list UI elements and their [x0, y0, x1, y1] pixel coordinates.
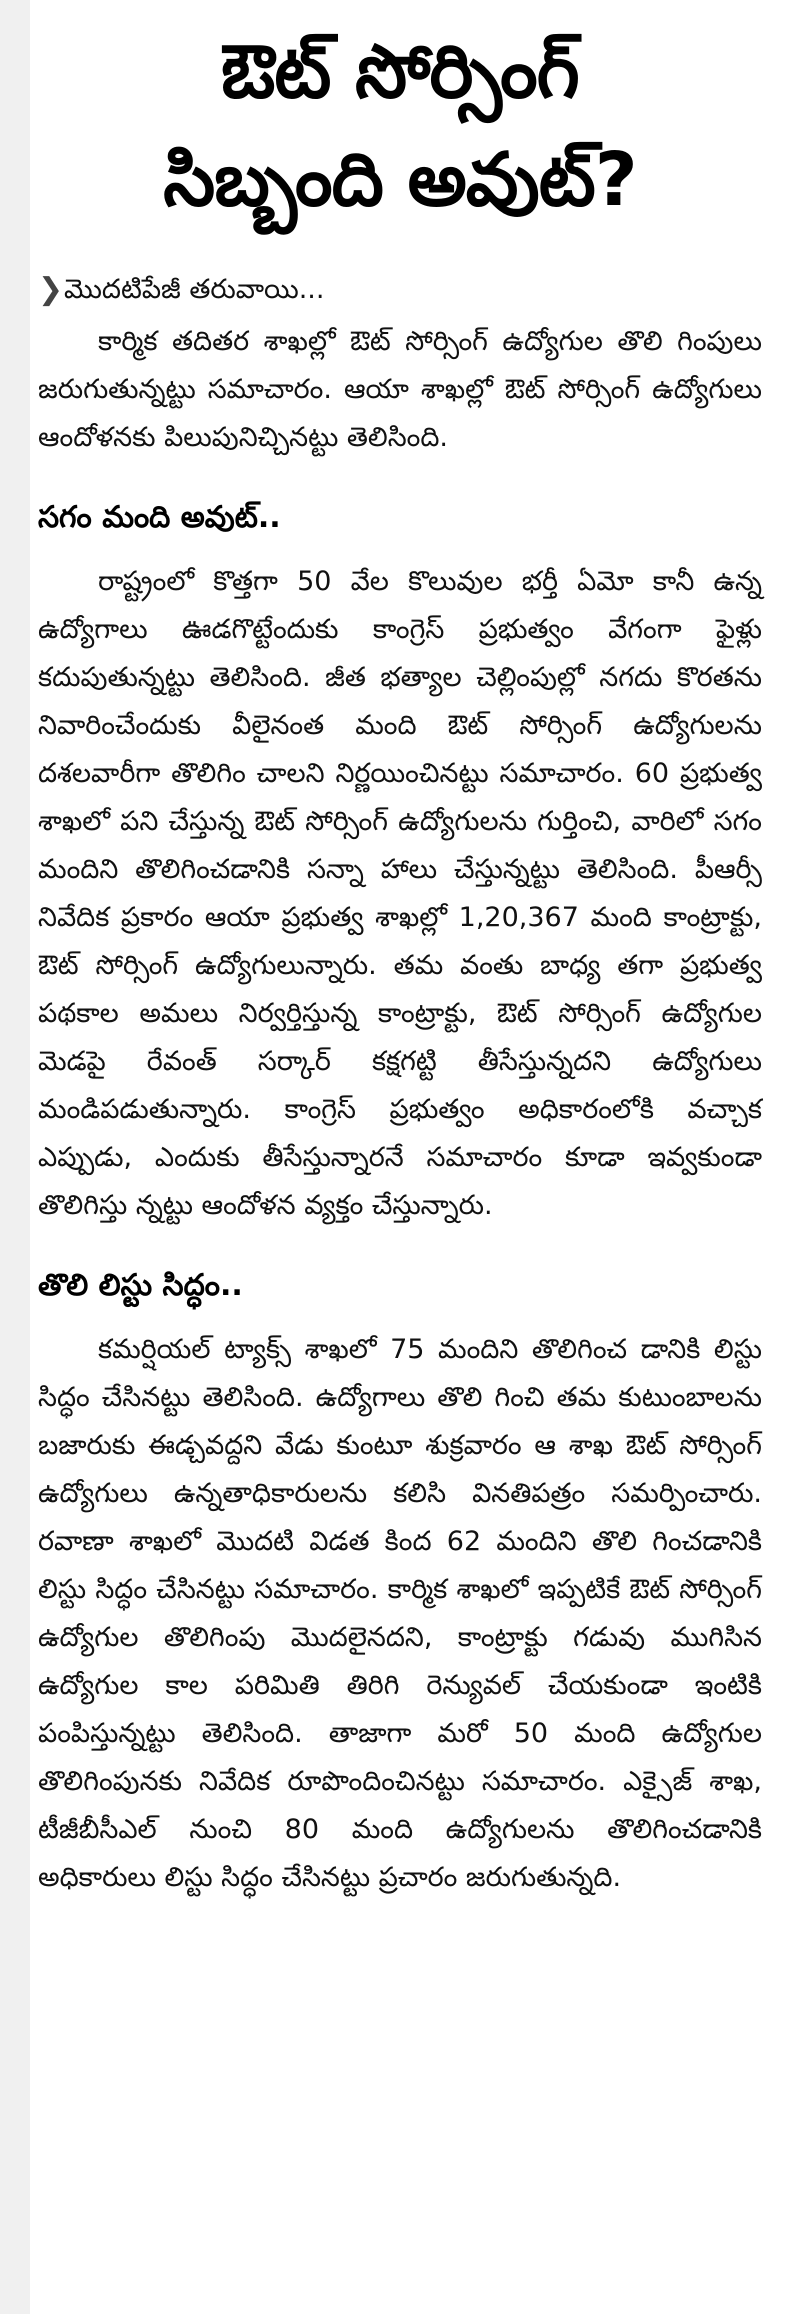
intro-paragraph: కార్మిక తదితర శాఖల్లో ఔట్ సోర్సింగ్ ఉద్యోగుల తొలి గింపులు జరుగుతున్నట్టు సమాచారం. ఆయా శాఖల్లో ఔట్ సోర్సింగ్ ఉద్యోగులు ఆందోళనకు పిలుపునిచ్చినట్టు తెలిసింది.: [38, 326, 762, 453]
left-margin-band: [0, 0, 30, 2314]
headline-line-1: ఔట్ సోర్సింగ్: [221, 29, 579, 115]
continuation-label: మొదటిపేజీ తరువాయి...: [64, 274, 325, 305]
chevron-right-icon: ❯: [38, 272, 64, 307]
section-paragraph-half-out: రాష్ట్రంలో కొత్తగా 50 వేల కొలువుల భర్తీ ఏమో కానీ ఉన్న ఉద్యోగాలు ఊడగొట్టేందుకు కాంగ్రెస్ ప్రభుత్వం వేగంగా ఫైళ్లు కదుపుతున్నట్టు తెలిసింది. జీత భత్యాల చెల్లింపుల్లో నగదు కొరతను నివారించేందుకు వీలైనంత మంది ఔట్ సోర్సింగ్ ఉద్యోగులను దశలవారీగా తొలిగిం చాలని నిర్ణయించినట్టు సమాచారం. 60 ప్రభుత్వ శాఖలో పని చేస్తున్న ఔట్ సోర్సింగ్ ఉద్యోగులను గుర్తించి, వారిలో సగం మందిని తొలిగించడానికి సన్నా హాలు చేస్తున్నట్టు తెలిసింది. పీఆర్సీ నివేదిక ప్రకారం ఆయా ప్రభుత్వ శాఖల్లో 1,20,367 మంది కాంట్రాక్టు, ఔట్ సోర్సింగ్ ఉద్యోగులున్నారు. తమ వంతు బాధ్య తగా ప్రభుత్వ పథకాల అమలు నిర్వర్తిస్తున్న కాంట్రాక్టు, ఔట్ సోర్సింగ్ ఉద్యోగుల మెడపై రేవంత్ సర్కార్ కక్షగట్టి తీసేస్తున్నదని ఉద్యోగులు మండిపడుతున్నారు. కాంగ్రెస్ ప్రభుత్వం అధికారంలోకి వచ్చాక ఎప్పుడు, ఎందుకు తీసేస్తున్నారనే సమాచారం కూడా ఇవ్వకుండా తొలిగిస్తు న్నట్టు ఆందోళన వ్యక్తం చేస్తున్నారు.: [38, 566, 762, 1221]
section-heading-half-out: సగం మంది అవుట్..: [38, 500, 281, 535]
headline-line-2: సిబ్బంది అవుట్?: [163, 137, 637, 223]
headline: [38, 0, 762, 234]
continuation-marker: [38, 268, 762, 312]
news-article: [38, 0, 762, 2314]
section-paragraph-first-list: కమర్షియల్ ట్యాక్స్ శాఖలో 75 మందిని తొలిగించ డానికి లిస్టు సిద్ధం చేసినట్టు తెలిసింది. ఉద్యోగాలు తొలి గించి తమ కుటుంబాలను బజారుకు ఈడ్చవద్దని వేడు కుంటూ శుక్రవారం ఆ శాఖ ఔట్ సోర్సింగ్ ఉద్యోగులు ఉన్నతాధికారులను కలిసి వినతిపత్రం సమర్పించారు. రవాణా శాఖలో మొదటి విడత కింద 62 మందిని తొలి గించడానికి లిస్టు సిద్ధం చేసినట్టు సమాచారం. కార్మిక శాఖలో ఇప్పటికే ఔట్ సోర్సింగ్ ఉద్యోగుల తొలిగింపు మొదలైనదని, కాంట్రాక్టు గడువు ముగిసిన ఉద్యోగుల కాల పరిమితి తిరిగి రెన్యువల్ చేయకుండా ఇంటికి పంపిస్తున్నట్టు తెలిసింది. తాజాగా మరో 50 మంది ఉద్యోగుల తొలిగింపునకు నివేదిక రూపొందించినట్టు సమాచారం. ఎక్సైజ్ శాఖ, టీజీబీసీఎల్ నుంచి 80 మంది ఉద్యోగులను తొలిగించడానికి అధికారులు లిస్టు సిద్ధం చేసినట్టు ప్రచారం జరుగుతున్నది.: [38, 1334, 762, 1893]
section-heading-first-list: తొలి లిస్టు సిద్ధం..: [38, 1268, 243, 1303]
